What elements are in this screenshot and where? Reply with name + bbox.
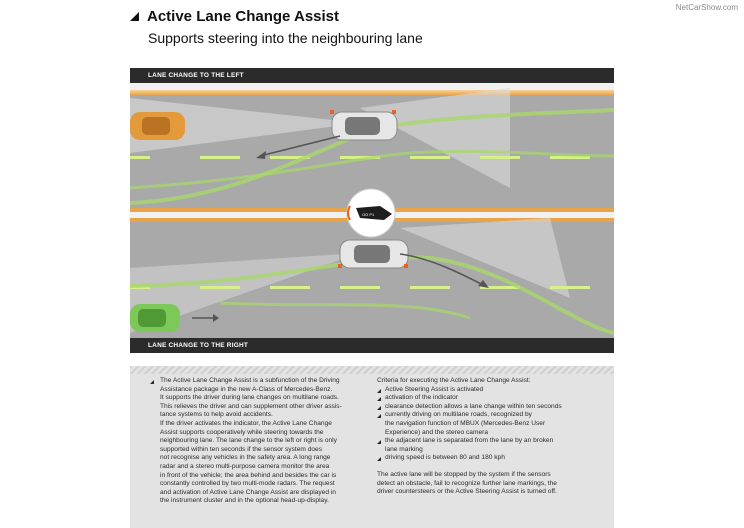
- green-car: [130, 304, 180, 332]
- criteria-item: the adjacent lane is separated from the lane by an broken lane marking: [377, 437, 599, 454]
- host-car-bottom: [338, 240, 408, 268]
- watermark: NetCarShow.com: [675, 3, 738, 12]
- criteria-heading: Criteria for executing the Active Lane Change Assist:: [377, 377, 531, 384]
- description-panel: [130, 366, 614, 528]
- label-bar-left: LANE CHANGE TO THE LEFT: [130, 68, 614, 83]
- indicator-stalk-label: GO P1: [362, 212, 375, 217]
- criteria-item: clearance detection allows a lane change within ten seconds: [377, 403, 599, 412]
- title-triangle-icon: [130, 12, 139, 21]
- closing-text: The active lane will be stopped by the system if the sensors detect an obstacle, fail to recognize further lane markings, the driver countersteers or the Active Steering Assist is turned off.: [377, 470, 557, 496]
- criteria-item: activation of the indicator: [377, 394, 599, 403]
- top-guardrail: [130, 90, 614, 95]
- description-text: The Active Lane Change Assist is a subfunction of the Driving Assistance package in the new A-Class of Mercedes-Benz. It supports the driver during lane changes on multilane roads. This relieves the driver and can supplement other driver assis- tance systems to help avoid accidents. If the driver activates the indicator, the Active Lane Change Assist supports cooperatively while steering towards the neighbouring lane. The lane change to the left or right is only supported within ten seconds if the sensor system does not recognise any vehicles in the safety area. A long range radar and a stereo multi-purpose camera monitor the area in front of the vehicle; the area behind and besides the car is constantly controlled by two multi-mode radars. The request and activation of Active Lane Change Assist are displayed in the instrument cluster and in the optional head-up-display.: [148, 377, 364, 506]
- lane-change-illustration: [130, 68, 614, 353]
- description-right-column: [377, 377, 599, 497]
- panel-stripes: [130, 366, 614, 374]
- road-diagram: [130, 68, 614, 353]
- page-title: [130, 8, 423, 25]
- page-title-text: Active Lane Change Assist: [147, 8, 340, 25]
- orange-car: [130, 112, 185, 140]
- criteria-list: [377, 386, 599, 463]
- label-bar-right: LANE CHANGE TO THE RIGHT: [130, 338, 614, 353]
- header: [130, 8, 423, 46]
- criteria-item: currently driving on multilane roads, recognized by the navigation function of MBUX (Mercedes-Benz User Experience) and the stereo camera: [377, 411, 599, 437]
- description-left-column: [148, 377, 364, 506]
- page-subtitle: Supports steering into the neighbouring lane: [148, 30, 423, 46]
- criteria-item: Active Steering Assist is activated: [377, 386, 599, 395]
- criteria-item: driving speed is between 80 and 180 kph: [377, 454, 599, 463]
- host-car-top: [330, 110, 397, 140]
